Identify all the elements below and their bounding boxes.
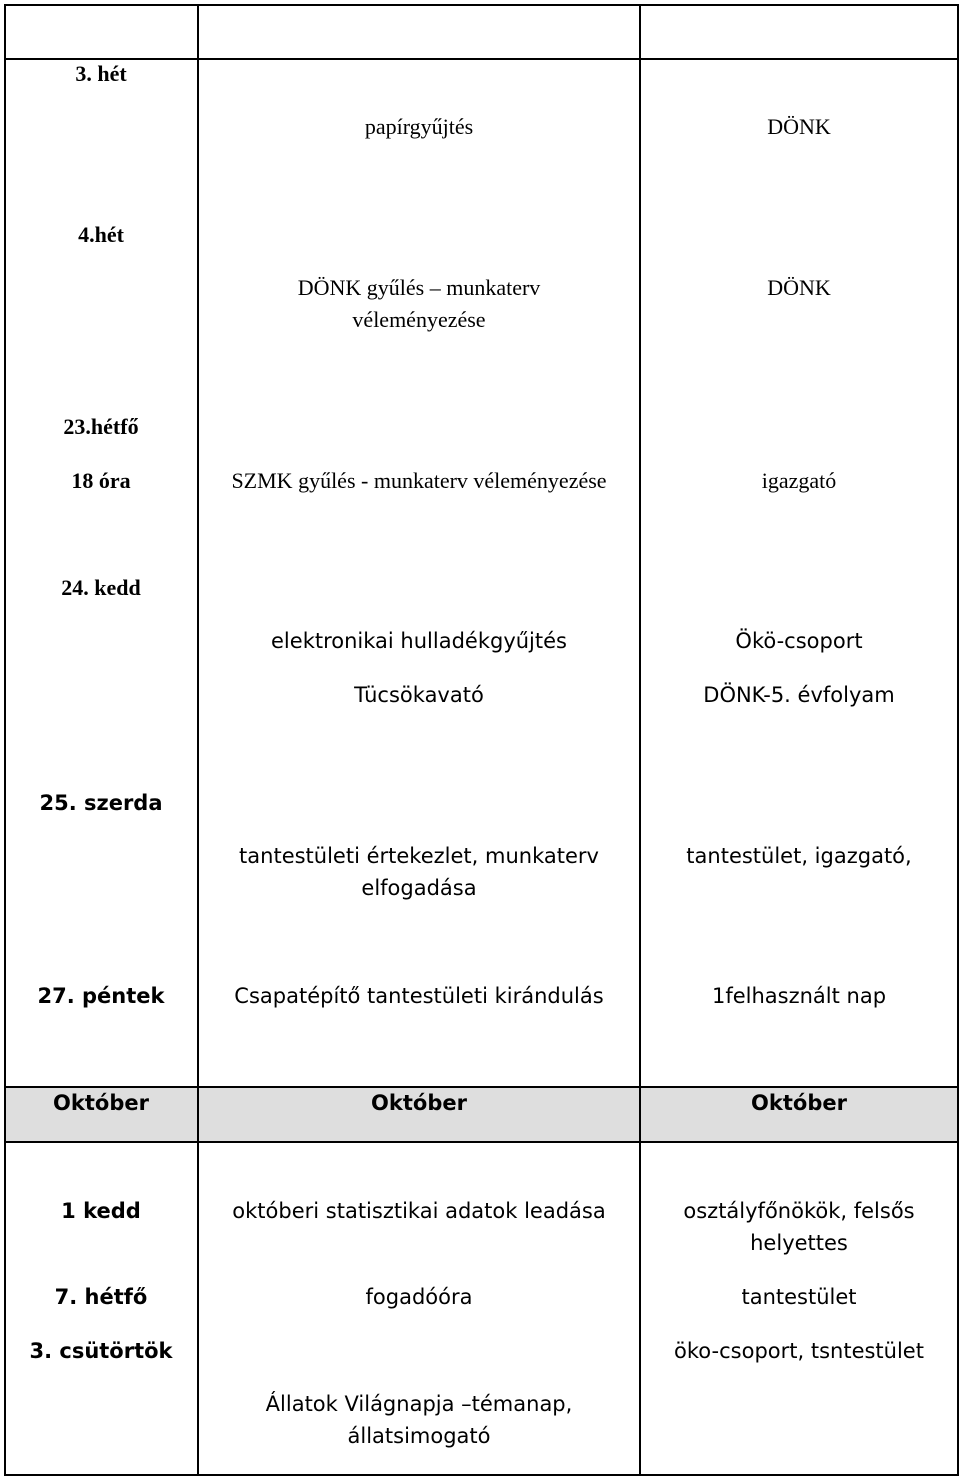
table-border-bottom	[4, 1474, 959, 1476]
responsible-cell: 1felhasznált nap	[711, 984, 887, 1008]
month-header-event: Október	[371, 1091, 467, 1115]
row-divider	[4, 1086, 959, 1088]
event-cell: Állatok Világnapja –témanap,	[265, 1392, 573, 1416]
event-cell: DÖNK gyűlés – munkaterv	[297, 275, 541, 300]
month-header-responsible: Október	[751, 1091, 847, 1115]
event-cell: papírgyűjtés	[364, 114, 474, 139]
responsible-cell: igazgató	[761, 468, 837, 493]
event-cell-continued: elfogadása	[361, 876, 477, 900]
date-cell: 24. kedd	[61, 575, 141, 600]
event-cell: Csapatépítő tantestületi kirándulás	[234, 984, 604, 1008]
responsible-cell: DÖNK	[767, 114, 831, 139]
date-cell: 25. szerda	[39, 791, 163, 815]
responsible-cell-continued: helyettes	[750, 1231, 848, 1255]
date-cell: 3. hét	[75, 61, 127, 86]
event-cell: elektronikai hulladékgyűjtés	[271, 629, 567, 653]
event-cell: tantestületi értekezlet, munkaterv	[239, 844, 599, 868]
responsible-cell: öko-csoport, tsntestület	[674, 1339, 924, 1363]
event-cell: októberi statisztikai adatok leadása	[232, 1199, 606, 1223]
date-cell: 27. péntek	[37, 984, 165, 1008]
event-cell: Tücsökavató	[354, 683, 484, 707]
row-divider	[4, 58, 959, 60]
event-cell: SZMK gyűlés - munkaterv véleményezése	[231, 468, 607, 493]
responsible-cell: osztályfőnökök, felsős	[683, 1199, 915, 1223]
responsible-cell: tantestület	[741, 1285, 857, 1309]
date-cell: 1 kedd	[61, 1199, 141, 1223]
table-border-top	[4, 4, 959, 6]
event-cell-continued: véleményezése	[352, 307, 486, 332]
date-cell: 4.hét	[78, 222, 124, 247]
responsible-cell: tantestület, igazgató,	[686, 844, 912, 868]
responsible-cell: DÖNK	[767, 275, 831, 300]
responsible-cell: DÖNK-5. évfolyam	[703, 683, 895, 707]
month-header-date: Október	[53, 1091, 149, 1115]
table-border-left	[4, 4, 6, 1476]
column-divider-2	[639, 4, 641, 1476]
date-cell: 23.hétfő	[63, 414, 139, 439]
event-cell-continued: állatsimogató	[347, 1424, 491, 1448]
time-cell: 18 óra	[71, 468, 131, 493]
column-divider-1	[197, 4, 199, 1476]
date-cell: 7. hétfő	[54, 1285, 148, 1309]
row-divider	[4, 1141, 959, 1143]
responsible-cell: Ökö-csoport	[735, 629, 863, 653]
date-cell: 3. csütörtök	[29, 1339, 173, 1363]
event-cell: fogadóóra	[365, 1285, 473, 1309]
table-border-right	[957, 4, 959, 1476]
